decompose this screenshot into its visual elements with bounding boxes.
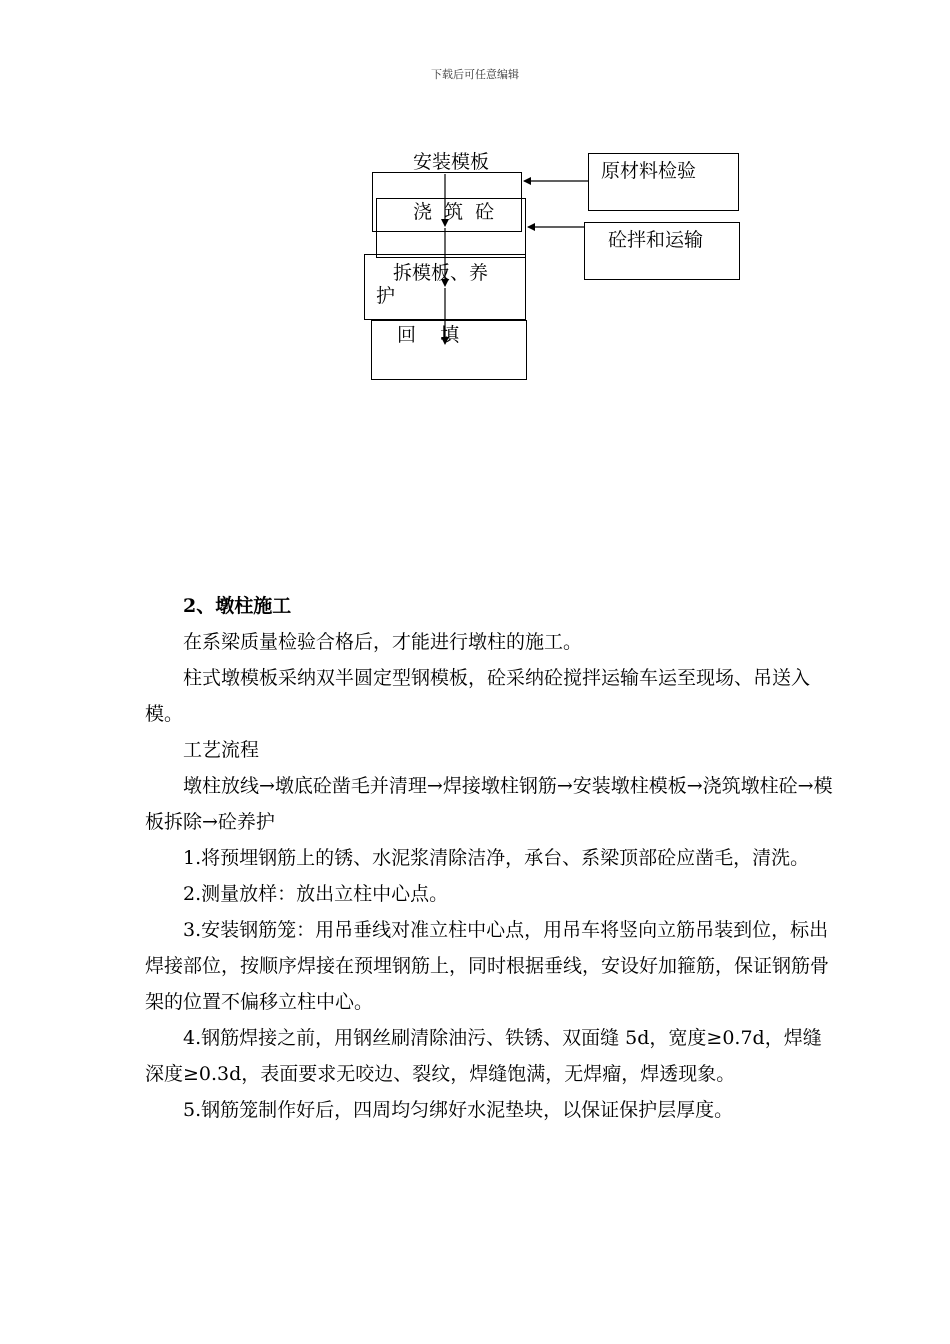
paragraph-9: 5.钢筋笼制作好后，四周均匀绑好水泥垫块，以保证保护层厚度。 (183, 1099, 734, 1121)
step-label-pour-concrete: 浇 筑 砼 (413, 201, 495, 223)
input-label-mixing-transport: 砼拌和运输 (608, 229, 704, 251)
paragraph-5: 1.将预埋钢筋上的锈、水泥浆清除洁净，承台、系梁顶部砼应凿毛，清洗。 (183, 847, 810, 869)
paragraph-1: 在系梁质量检验合格后，才能进行墩柱的施工。 (183, 631, 583, 653)
paragraph-3: 工艺流程 (183, 739, 260, 761)
step-label-curing: 护 (376, 285, 396, 307)
paragraph-2: 柱式墩模板采纳双半圆定型钢模板，砼采纳砼搅拌运输车运至现场、吊送入模。 (145, 667, 811, 725)
paragraph-4: 墩柱放线→墩底砼凿毛并清理→焊接墩柱钢筋→安装墩柱模板→浇筑墩柱砼→模板拆除→砼养护 (145, 775, 833, 833)
input-label-raw-material: 原材料检验 (601, 160, 697, 182)
section-heading: 2、墩柱施工 (183, 595, 292, 617)
step-label-backfill: 回 填 (397, 324, 460, 346)
step-label-install-formwork: 安装模板 (413, 151, 490, 173)
flowchart (0, 0, 950, 400)
section-body (145, 588, 835, 1128)
paragraph-6: 2.测量放样：放出立柱中心点。 (183, 883, 449, 905)
paragraph-7: 3.安装钢筋笼：用吊垂线对准立柱中心点，用吊车将竖向立筋吊装到位，标出焊接部位，按顺序焊接在预埋钢筋上，同时根据垂线，安设好加箍筋，保证钢筋骨架的位置不偏移立柱中心。 (145, 919, 830, 1013)
page-header: 下载后可任意编辑 (431, 68, 519, 81)
step-label-remove-formwork: 拆模板、养 (393, 262, 489, 284)
flow-arrows (0, 0, 950, 400)
paragraph-8: 4.钢筋焊接之前，用钢丝刷清除油污、铁锈、双面缝 5d，宽度≥0.7d，焊缝深度≥0.3d，表面要求无咬边、裂纹，焊缝饱满，无焊瘤，焊透现象。 (145, 1027, 822, 1085)
